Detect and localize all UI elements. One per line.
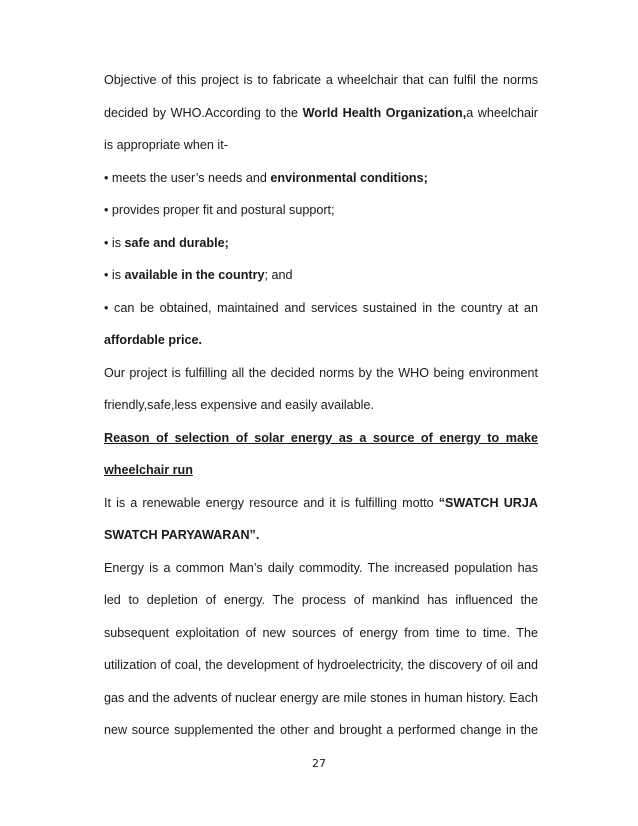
paragraph [104, 552, 538, 747]
paragraph [104, 64, 538, 162]
text-line [104, 259, 538, 292]
text-run: • is [104, 268, 125, 282]
text-run: • can be obtained, maintained and services sustained in the country at an [104, 300, 538, 315]
text-run: decided by WHO.According to the [104, 105, 303, 120]
text-line [104, 97, 538, 130]
text-line [104, 194, 538, 227]
text-line [104, 357, 538, 390]
paragraph [104, 357, 538, 422]
bold-text: safe and durable; [124, 235, 229, 250]
paragraph [104, 162, 538, 195]
paragraph [104, 194, 538, 227]
text-line [104, 324, 538, 357]
text-run: a wheelchair [466, 105, 538, 120]
text-run: new source supplemented the other and brought a performed change in the [104, 723, 538, 737]
text-line [104, 649, 538, 682]
bold-text: “SWATCH URJA [438, 495, 539, 510]
paragraph [104, 227, 538, 260]
text-line [104, 422, 538, 455]
bold-text: World Health Organization, [302, 105, 467, 120]
text-run: wheelchair run [104, 463, 193, 477]
text-run: It is a renewable energy resource and it is fulfilling motto [104, 495, 439, 510]
text-run: gas and the advents of nuclear energy are mile stones in human history. Each [104, 690, 538, 705]
text-line [104, 454, 538, 487]
text-run: led to depletion of energy. The process of mankind has influenced the [104, 593, 538, 607]
text-line [104, 162, 538, 195]
paragraph [104, 487, 538, 552]
text-run: • provides proper fit and postural support; [104, 203, 335, 217]
text-run: friendly,safe,less expensive and easily available. [104, 398, 374, 412]
text-line [104, 519, 538, 552]
bold-text: environmental conditions; [270, 170, 428, 185]
text-line [104, 129, 538, 162]
text-run: subsequent exploitation of new sources of energy from time to time. The [104, 625, 538, 640]
text-run: Reason of selection of solar energy as a source of energy to make [104, 430, 538, 445]
text-line [104, 292, 538, 325]
text-run: utilization of coal, the development of hydroelectricity, the discovery of oil and [104, 658, 538, 672]
text-line [104, 487, 538, 520]
text-line [104, 389, 538, 422]
page-body [104, 64, 538, 747]
text-line [104, 64, 538, 97]
text-run: • meets the user’s needs and [104, 170, 271, 185]
text-run: • is [104, 235, 125, 250]
text-run: ; and [264, 268, 293, 282]
text-line [104, 227, 538, 260]
section-heading [104, 422, 538, 487]
bold-text: SWATCH PARYAWARAN”. [104, 528, 260, 542]
text-run: is appropriate when it- [104, 138, 228, 152]
text-line [104, 584, 538, 617]
bold-text: affordable price. [104, 333, 202, 347]
bold-text: available in the country [124, 268, 265, 282]
text-run: Our project is fulfilling all the decided norms by the WHO being environment [104, 365, 538, 380]
text-line [104, 714, 538, 747]
text-run: Energy is a common Man’s daily commodity. The increased population has [104, 560, 538, 575]
text-line [104, 552, 538, 585]
paragraph [104, 259, 538, 292]
text-line [104, 682, 538, 715]
paragraph [104, 292, 538, 357]
text-line [104, 617, 538, 650]
page-number: 27 [312, 757, 326, 770]
text-run: Objective of this project is to fabricate a wheelchair that can fulfil the norms [104, 73, 538, 87]
